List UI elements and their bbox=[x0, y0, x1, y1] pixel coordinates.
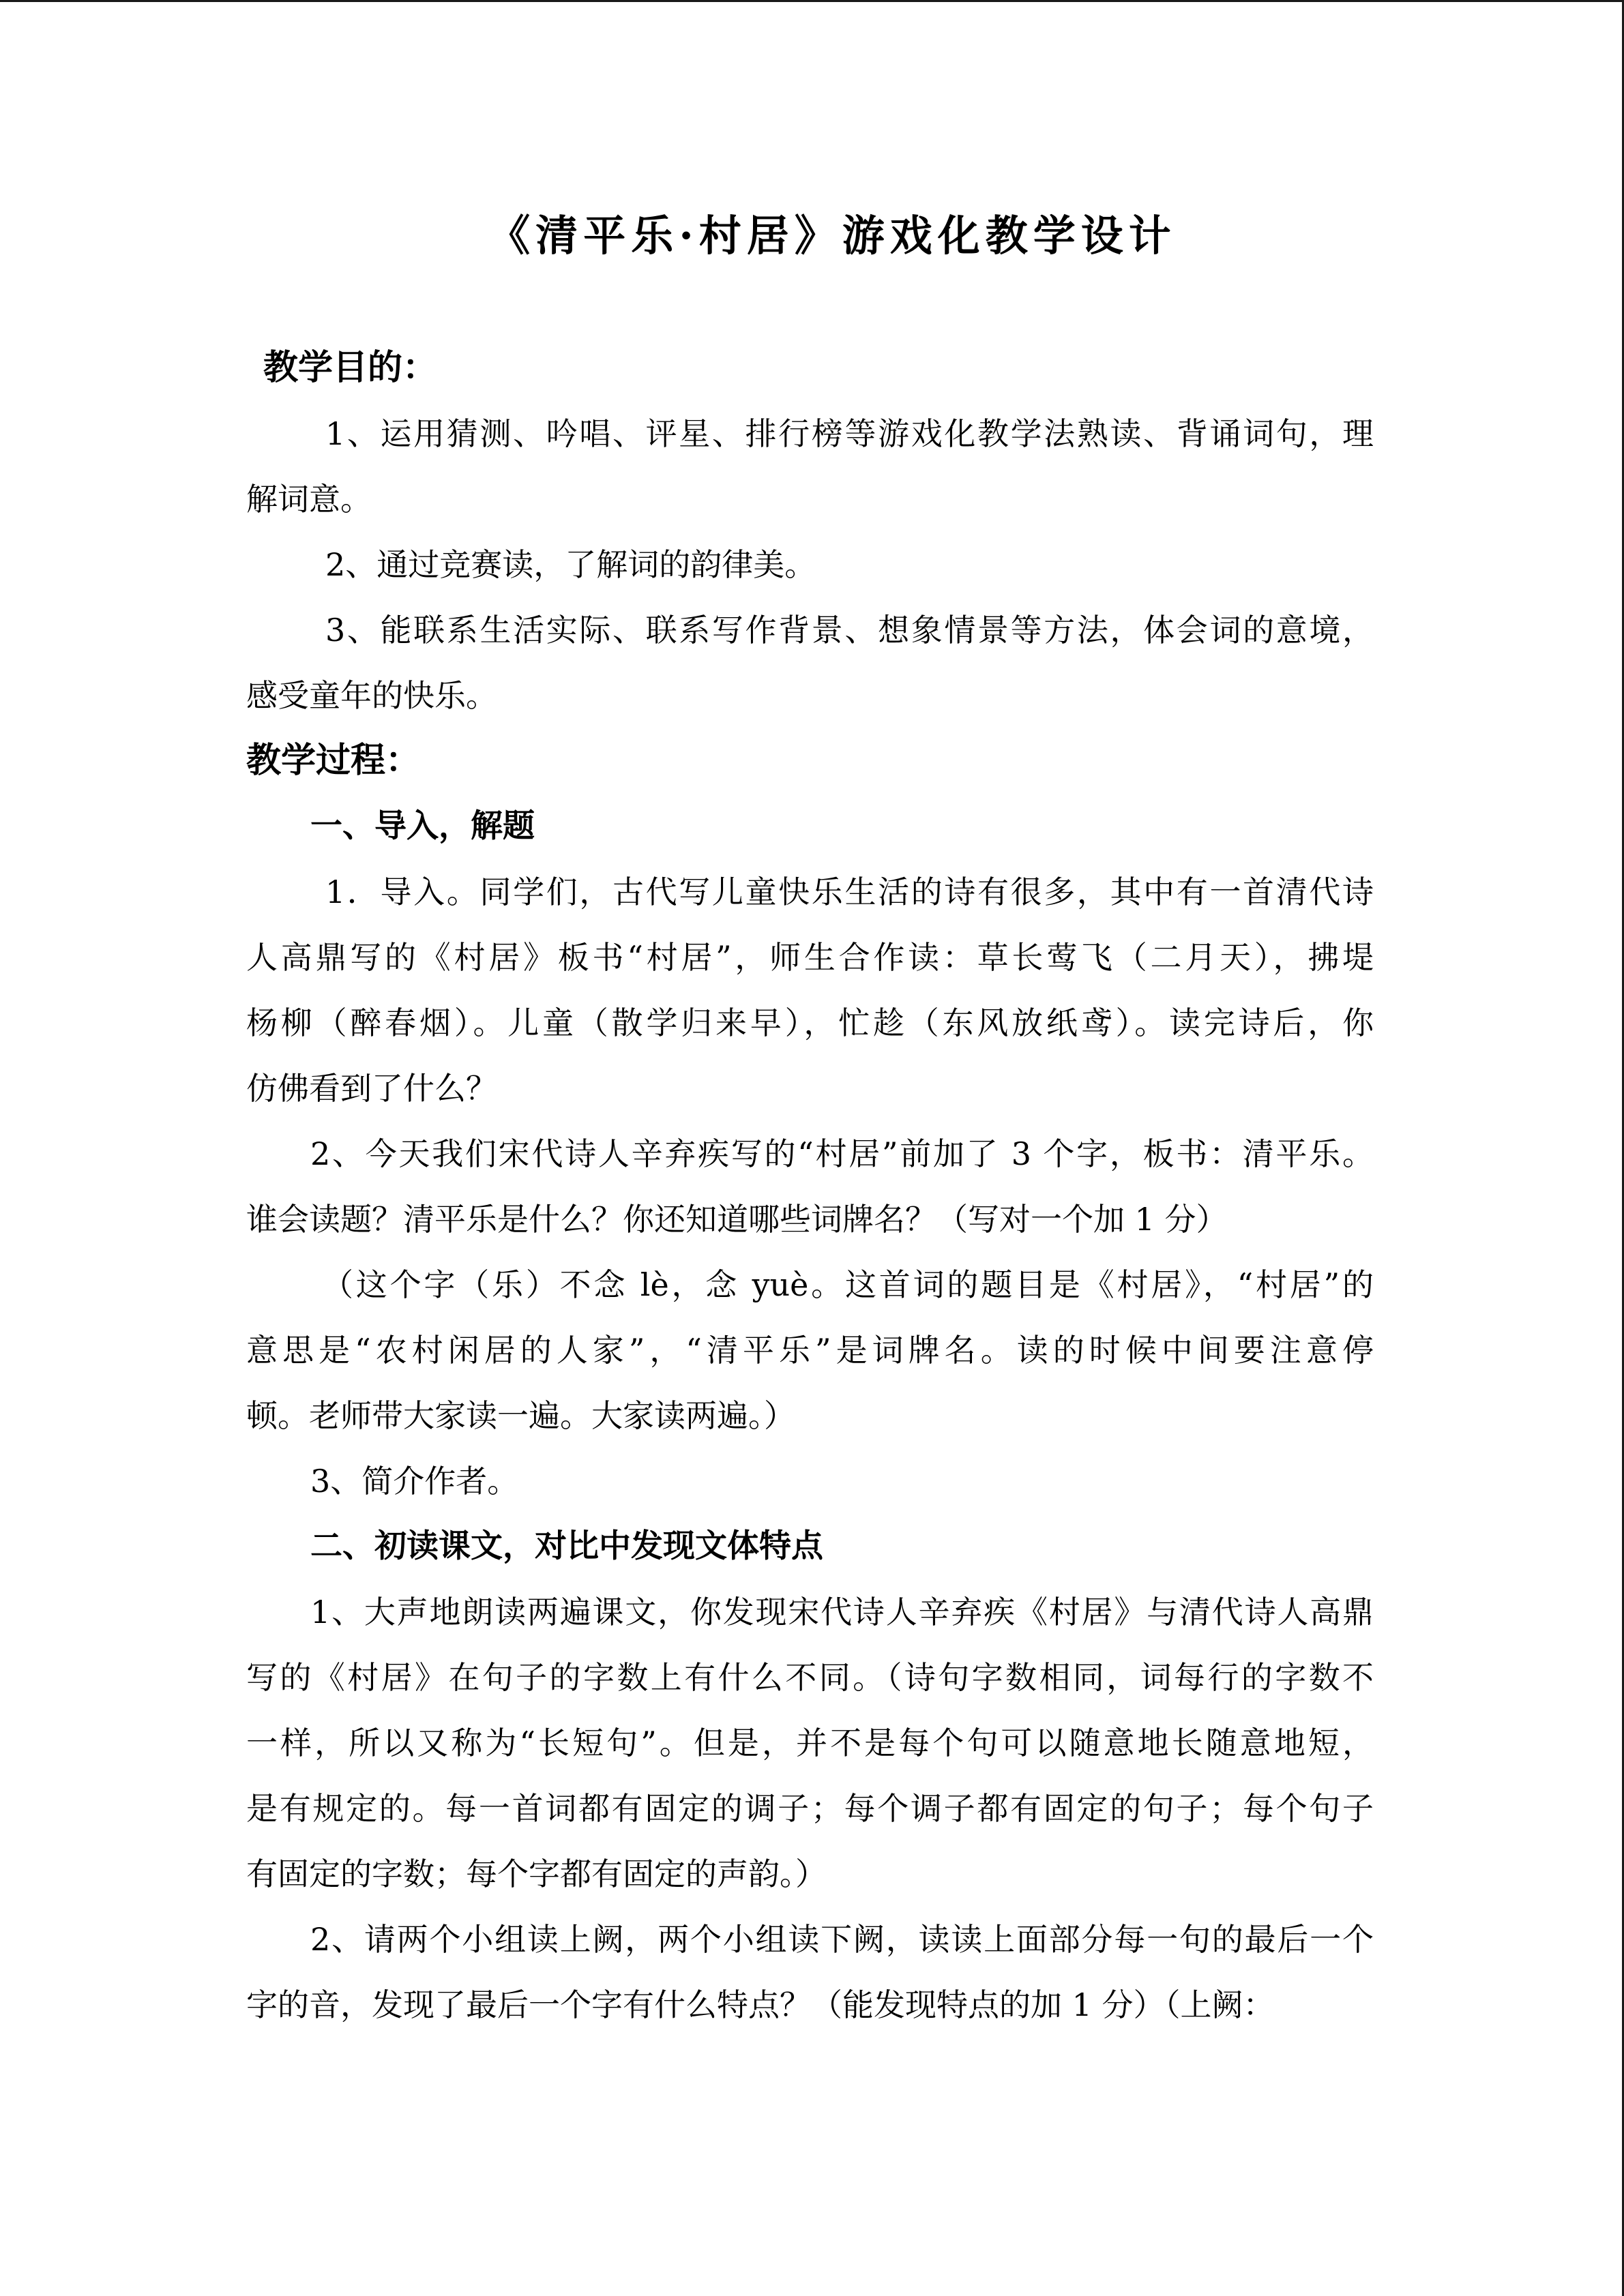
step-1-paragraph-4 bbox=[246, 1448, 1374, 1514]
paragraph-line: 意思是“农村闲居的人家”，“清平乐”是词牌名。读的时候中间要注意停 bbox=[246, 1332, 1374, 1369]
process-section bbox=[246, 728, 1374, 2038]
objective-item-3 bbox=[246, 597, 1374, 728]
paragraph-line: 字的音，发现了最后一个字有什么特点？（能发现特点的加 1 分）（上阙： bbox=[246, 1986, 1275, 2023]
objective-1-line-2: 解词意。 bbox=[246, 481, 372, 518]
step-1-paragraph-1 bbox=[246, 859, 1374, 1121]
paragraph-line: 顿。老师带大家读一遍。大家读两遍。） bbox=[246, 1397, 795, 1434]
paragraph-line: （这个字（乐）不念 lè，念 yuè。这首词的题目是《村居》，“村居”的 bbox=[322, 1266, 1374, 1303]
step-2-paragraph-1 bbox=[246, 1579, 1374, 1907]
objectives-section bbox=[246, 336, 1374, 728]
objective-item-2 bbox=[246, 532, 1374, 597]
paragraph-line: 1．导入。同学们，古代写儿童快乐生活的诗有很多，其中有一首清代诗 bbox=[325, 874, 1374, 910]
objective-item-1 bbox=[246, 401, 1374, 532]
paragraph-line: 2、今天我们宋代诗人辛弃疾写的“村居”前加了 3 个字，板书：清平乐。 bbox=[310, 1135, 1374, 1172]
objective-3-line-1: 3、能联系生活实际、联系写作背景、想象情景等方法，体会词的意境， bbox=[325, 612, 1374, 648]
paragraph-line: 一样，所以又称为“长短句”。但是，并不是每个句可以随意地长随意地短， bbox=[246, 1725, 1374, 1761]
process-step-1 bbox=[246, 794, 1374, 1514]
step-1-paragraph-2 bbox=[246, 1121, 1374, 1252]
step-2-paragraph-2 bbox=[246, 1907, 1374, 2038]
paragraph-line: 2、请两个小组读上阙，两个小组读下阙，读读上面部分每一句的最后一个 bbox=[310, 1921, 1374, 1958]
objective-3-line-2: 感受童年的快乐。 bbox=[246, 677, 497, 714]
paragraph-line: 3、简介作者。 bbox=[310, 1463, 519, 1500]
paragraph-line: 人高鼎写的《村居》板书“村居”，师生合作读：草长莺飞（二月天），拂堤 bbox=[246, 939, 1374, 976]
step-1-heading: 一、导入，解题 bbox=[310, 807, 535, 845]
paragraph-line: 是有规定的。每一首词都有固定的调子；每个调子都有固定的句子；每个句子 bbox=[246, 1790, 1374, 1827]
paragraph-line: 仿佛看到了什么？ bbox=[246, 1070, 497, 1107]
objectives-heading: 教学目的： bbox=[263, 348, 438, 388]
paragraph-line: 谁会读题？清平乐是什么？你还知道哪些词牌名？（写对一个加 1 分） bbox=[246, 1201, 1228, 1238]
paragraph-line: 有固定的字数；每个字都有固定的声韵。） bbox=[246, 1855, 827, 1892]
objective-2-line-1: 2、通过竞赛读，了解词的韵律美。 bbox=[325, 546, 816, 583]
process-heading: 教学过程： bbox=[246, 741, 421, 781]
objective-1-line-1: 1、运用猜测、吟唱、评星、排行榜等游戏化教学法熟读、背诵词句，理 bbox=[325, 415, 1374, 452]
process-step-2 bbox=[246, 1514, 1374, 2038]
step-1-paragraph-3 bbox=[246, 1252, 1374, 1448]
step-2-heading: 二、初读课文，对比中发现文体特点 bbox=[310, 1527, 823, 1565]
paragraph-line: 写的《村居》在句子的字数上有什么不同。（诗句字数相同，词每行的字数不 bbox=[246, 1659, 1374, 1696]
document-title: 《清平乐·村居》游戏化教学设计 bbox=[488, 211, 1177, 260]
paragraph-line: 杨柳（醉春烟）。儿童（散学归来早），忙趁（东风放纸鸢）。读完诗后，你 bbox=[246, 1004, 1374, 1041]
paragraph-line: 1、大声地朗读两遍课文，你发现宋代诗人辛弃疾《村居》与清代诗人高鼎 bbox=[310, 1594, 1374, 1630]
document-body bbox=[246, 336, 1374, 2038]
